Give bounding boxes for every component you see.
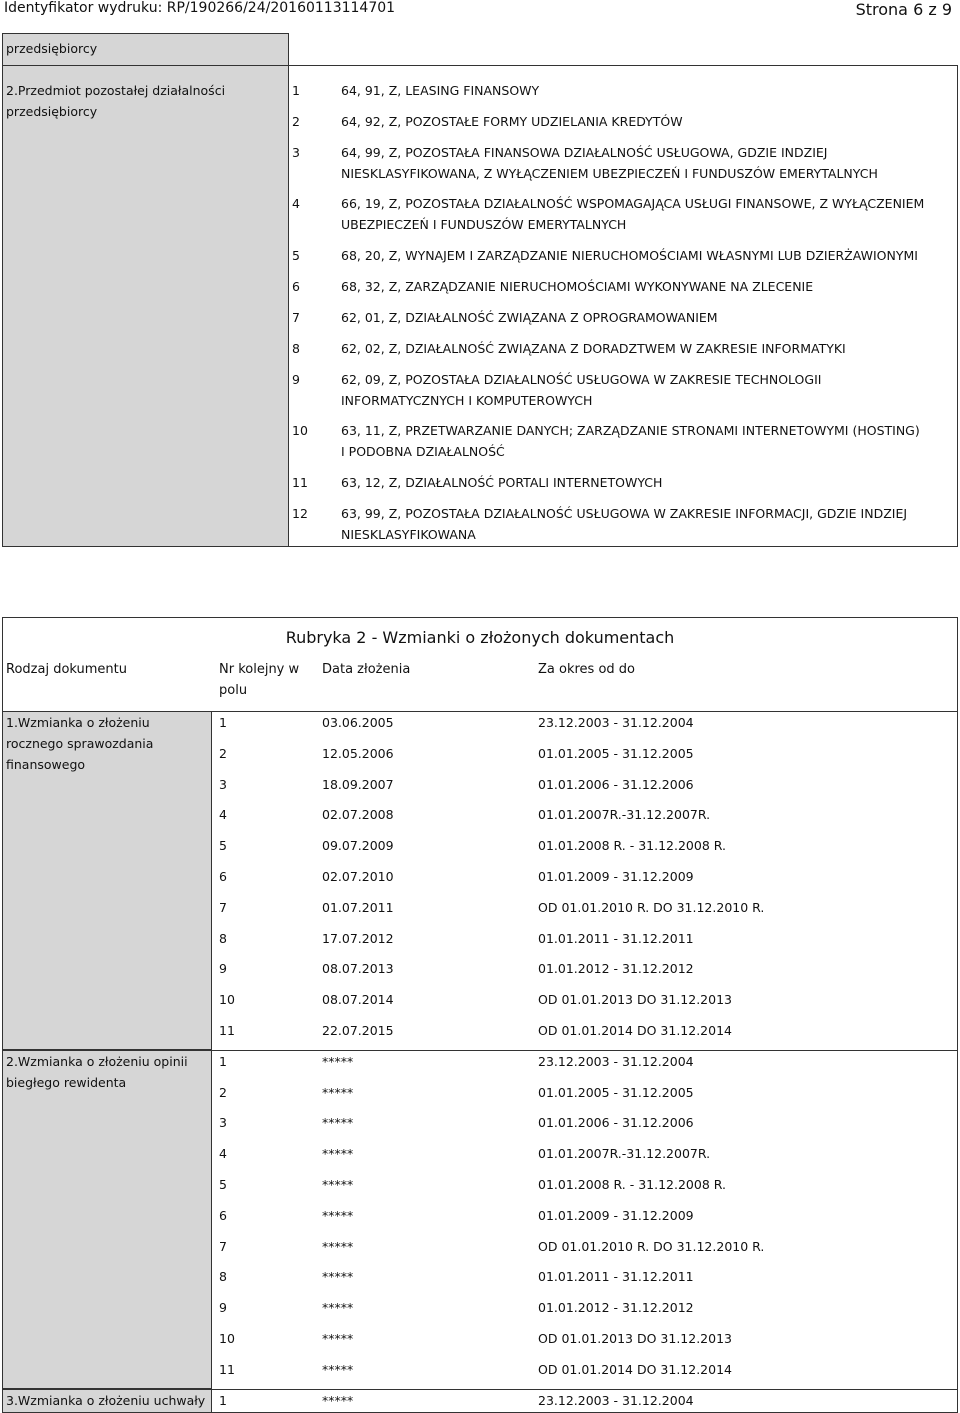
filing-date: 22.07.2015 bbox=[322, 1023, 394, 1038]
activity-number: 4 bbox=[292, 196, 300, 211]
activity-number: 10 bbox=[292, 423, 308, 438]
activity-description-line: 62, 01, Z, DZIAŁALNOŚĆ ZWIĄZANA Z OPROGRAMOWANIEM bbox=[341, 310, 718, 325]
section2-title-divider bbox=[2, 617, 958, 618]
period: 01.01.2009 - 31.12.2009 bbox=[538, 869, 694, 884]
section1-label-cell bbox=[2, 65, 289, 547]
filing-date: ***** bbox=[322, 1300, 354, 1316]
activity-description-line: 68, 32, Z, ZARZĄDZANIE NIERUCHOMOŚCIAMI WYKONYWANE NA ZLECENIE bbox=[341, 279, 814, 294]
col-header-nr-line2: polu bbox=[219, 683, 248, 698]
col-header-data: Data złożenia bbox=[322, 662, 411, 677]
filing-date: ***** bbox=[322, 1269, 354, 1285]
document-type-label: 1.Wzmianka o złożeniu bbox=[6, 715, 150, 730]
filing-date: ***** bbox=[322, 1207, 354, 1223]
activity-description-line: 63, 12, Z, DZIAŁALNOŚĆ PORTALI INTERNETOWYCH bbox=[341, 475, 663, 490]
activity-description-line: INFORMATYCZNYCH I KOMPUTEROWYCH bbox=[341, 393, 593, 408]
filing-date: 09.07.2009 bbox=[322, 838, 394, 854]
filing-date: 12.05.2006 bbox=[322, 745, 394, 761]
activity-description bbox=[341, 369, 951, 411]
period: 01.01.2006 - 31.12.2006 bbox=[538, 776, 694, 792]
period: 23.12.2003 - 31.12.2004 bbox=[538, 715, 694, 730]
filing-date: 01.07.2011 bbox=[322, 899, 394, 915]
activity-description-line: NIESKLASYFIKOWANA, Z WYŁĄCZENIEM UBEZPIECZEŃ I FUNDUSZÓW EMERYTALNYCH bbox=[341, 166, 878, 181]
filing-date: ***** bbox=[322, 1392, 354, 1408]
period: OD 01.01.2014 DO 31.12.2014 bbox=[538, 1023, 732, 1038]
activity-number: 11 bbox=[292, 475, 308, 490]
activity-description bbox=[341, 142, 951, 184]
activity-description bbox=[341, 472, 951, 493]
filing-date: ***** bbox=[322, 1146, 354, 1162]
activity-description-line: 66, 19, Z, POZOSTAŁA DZIAŁALNOŚĆ WSPOMAGAJĄCA USŁUGI FINANSOWE, Z WYŁĄCZENIEM bbox=[341, 196, 925, 211]
print-identifier: Identyfikator wydruku: RP/190266/24/20160113114701 bbox=[4, 0, 396, 16]
period: 01.01.2005 - 31.12.2005 bbox=[538, 745, 694, 761]
filing-date: ***** bbox=[322, 1177, 354, 1192]
activity-description-line: 64, 91, Z, LEASING FINANSOWY bbox=[341, 83, 540, 98]
entry-number: 7 bbox=[219, 899, 227, 915]
entry-number: 11 bbox=[219, 1023, 235, 1038]
activity-description-line: NIESKLASYFIKOWANA bbox=[341, 527, 476, 542]
activity-description-line: 63, 99, Z, POZOSTAŁA DZIAŁALNOŚĆ USŁUGOWA W ZAKRESIE INFORMACJI, GDZIE INDZIEJ bbox=[341, 506, 908, 521]
entry-number: 6 bbox=[219, 869, 227, 884]
activity-description-line: 62, 09, Z, POZOSTAŁA DZIAŁALNOŚĆ USŁUGOWA W ZAKRESIE TECHNOLOGII bbox=[341, 372, 822, 387]
section1-label-line1: 2.Przedmiot pozostałej działalności bbox=[6, 83, 226, 98]
activity-description bbox=[341, 503, 951, 545]
activity-number: 9 bbox=[292, 372, 300, 387]
document-type-label: 3.Wzmianka o złożeniu uchwały bbox=[6, 1392, 206, 1408]
period: 01.01.2011 - 31.12.2011 bbox=[538, 1269, 694, 1285]
period: 01.01.2007R.-31.12.2007R. bbox=[538, 1146, 711, 1162]
filing-date: 02.07.2010 bbox=[322, 869, 394, 884]
activity-description-line: 63, 11, Z, PRZETWARZANIE DANYCH; ZARZĄDZANIE STRONAMI INTERNETOWYMI (HOSTING) bbox=[341, 423, 920, 438]
period: OD 01.01.2010 R. DO 31.12.2010 R. bbox=[538, 899, 765, 915]
entry-number: 9 bbox=[219, 1300, 227, 1316]
activity-number: 5 bbox=[292, 248, 300, 263]
activity-number: 7 bbox=[292, 310, 300, 325]
top-label: przedsiębiorcy bbox=[6, 41, 98, 56]
activity-description-line: 64, 92, Z, POZOSTAŁE FORMY UDZIELANIA KREDYTÓW bbox=[341, 114, 683, 129]
filing-date: ***** bbox=[322, 1115, 354, 1131]
document-type-label: biegłego rewidenta bbox=[6, 1074, 127, 1090]
filing-date: 18.09.2007 bbox=[322, 776, 394, 792]
period: 01.01.2009 - 31.12.2009 bbox=[538, 1207, 694, 1223]
activity-description-line: 64, 99, Z, POZOSTAŁA FINANSOWA DZIAŁALNOŚĆ USŁUGOWA, GDZIE INDZIEJ bbox=[341, 145, 828, 160]
activity-description-line: I PODOBNA DZIAŁALNOŚĆ bbox=[341, 444, 505, 459]
entry-number: 2 bbox=[219, 745, 227, 761]
period: 23.12.2003 - 31.12.2004 bbox=[538, 1053, 694, 1069]
entry-number: 1 bbox=[219, 715, 227, 730]
period: 01.01.2011 - 31.12.2011 bbox=[538, 930, 694, 946]
page-number: Strona 6 z 9 bbox=[855, 0, 952, 19]
filing-date: 02.07.2008 bbox=[322, 807, 394, 823]
activity-description-line: 62, 02, Z, DZIAŁALNOŚĆ ZWIĄZANA Z DORADZTWEM W ZAKRESIE INFORMATYKI bbox=[341, 341, 846, 356]
section2-title: Rubryka 2 - Wzmianki o złożonych dokumentach bbox=[285, 628, 675, 647]
filing-date: ***** bbox=[322, 1053, 354, 1069]
period: 01.01.2005 - 31.12.2005 bbox=[538, 1084, 694, 1100]
col-header-okres: Za okres od do bbox=[538, 662, 635, 677]
activity-description bbox=[341, 245, 951, 266]
entry-number: 6 bbox=[219, 1207, 227, 1223]
period: 01.01.2012 - 31.12.2012 bbox=[538, 1300, 694, 1316]
document-type-label: finansowego bbox=[6, 757, 86, 772]
period: 01.01.2007R.-31.12.2007R. bbox=[538, 807, 711, 823]
activity-number: 2 bbox=[292, 114, 300, 129]
period: 23.12.2003 - 31.12.2004 bbox=[538, 1392, 694, 1408]
period: OD 01.01.2013 DO 31.12.2013 bbox=[538, 992, 732, 1008]
document-type-label: rocznego sprawozdania bbox=[6, 736, 154, 751]
activity-description bbox=[341, 276, 951, 297]
activity-description bbox=[341, 80, 951, 101]
activity-number: 8 bbox=[292, 341, 300, 356]
section1-label-line2: przedsiębiorcy bbox=[6, 104, 98, 119]
entry-number: 1 bbox=[219, 1053, 227, 1069]
activity-number: 6 bbox=[292, 279, 300, 294]
activity-description-line: 68, 20, Z, WYNAJEM I ZARZĄDZANIE NIERUCHOMOŚCIAMI WŁASNYMI LUB DZIERŻAWIONYMI bbox=[341, 248, 918, 263]
filing-date: 08.07.2013 bbox=[322, 961, 394, 977]
col-header-nr-line1: Nr kolejny w bbox=[219, 662, 300, 677]
entry-number: 9 bbox=[219, 961, 227, 977]
entry-number: 8 bbox=[219, 1269, 227, 1285]
filing-date: ***** bbox=[322, 1238, 354, 1254]
entry-number: 4 bbox=[219, 807, 227, 823]
entry-number: 11 bbox=[219, 1361, 235, 1377]
col-header-rodzaj: Rodzaj dokumentu bbox=[6, 662, 127, 677]
filing-date: 17.07.2012 bbox=[322, 930, 394, 946]
period: OD 01.01.2010 R. DO 31.12.2010 R. bbox=[538, 1238, 765, 1254]
activity-description bbox=[341, 307, 951, 328]
activity-description bbox=[341, 193, 951, 235]
filing-date: 08.07.2014 bbox=[322, 992, 394, 1008]
activity-description bbox=[341, 338, 951, 359]
activity-number: 1 bbox=[292, 83, 300, 98]
entry-number: 5 bbox=[219, 1177, 227, 1192]
activity-description bbox=[341, 111, 951, 132]
period: 01.01.2006 - 31.12.2006 bbox=[538, 1115, 694, 1131]
period: 01.01.2012 - 31.12.2012 bbox=[538, 961, 694, 977]
activity-description-line: UBEZPIECZEŃ I FUNDUSZÓW EMERYTALNYCH bbox=[341, 217, 627, 232]
entry-number: 7 bbox=[219, 1238, 227, 1254]
entry-number: 8 bbox=[219, 930, 227, 946]
period: OD 01.01.2013 DO 31.12.2013 bbox=[538, 1331, 732, 1346]
entry-number: 10 bbox=[219, 992, 235, 1008]
entry-number: 1 bbox=[219, 1392, 227, 1408]
filing-date: ***** bbox=[322, 1361, 354, 1377]
entry-number: 10 bbox=[219, 1331, 235, 1346]
entry-number: 3 bbox=[219, 776, 227, 792]
entry-number: 5 bbox=[219, 838, 227, 854]
activity-number: 12 bbox=[292, 506, 308, 521]
filing-date: 03.06.2005 bbox=[322, 715, 394, 730]
filing-date: ***** bbox=[322, 1331, 354, 1346]
activity-number: 3 bbox=[292, 145, 300, 160]
filing-date: ***** bbox=[322, 1084, 354, 1100]
document-type-label: 2.Wzmianka o złożeniu opinii bbox=[6, 1053, 188, 1069]
print-header bbox=[0, 0, 960, 20]
activity-description bbox=[341, 420, 951, 462]
entry-number: 2 bbox=[219, 1084, 227, 1100]
document-type-cell bbox=[2, 1050, 212, 1389]
entry-number: 3 bbox=[219, 1115, 227, 1131]
period: 01.01.2008 R. - 31.12.2008 R. bbox=[538, 1177, 726, 1192]
entry-number: 4 bbox=[219, 1146, 227, 1162]
period: 01.01.2008 R. - 31.12.2008 R. bbox=[538, 838, 726, 854]
period: OD 01.01.2014 DO 31.12.2014 bbox=[538, 1361, 732, 1377]
